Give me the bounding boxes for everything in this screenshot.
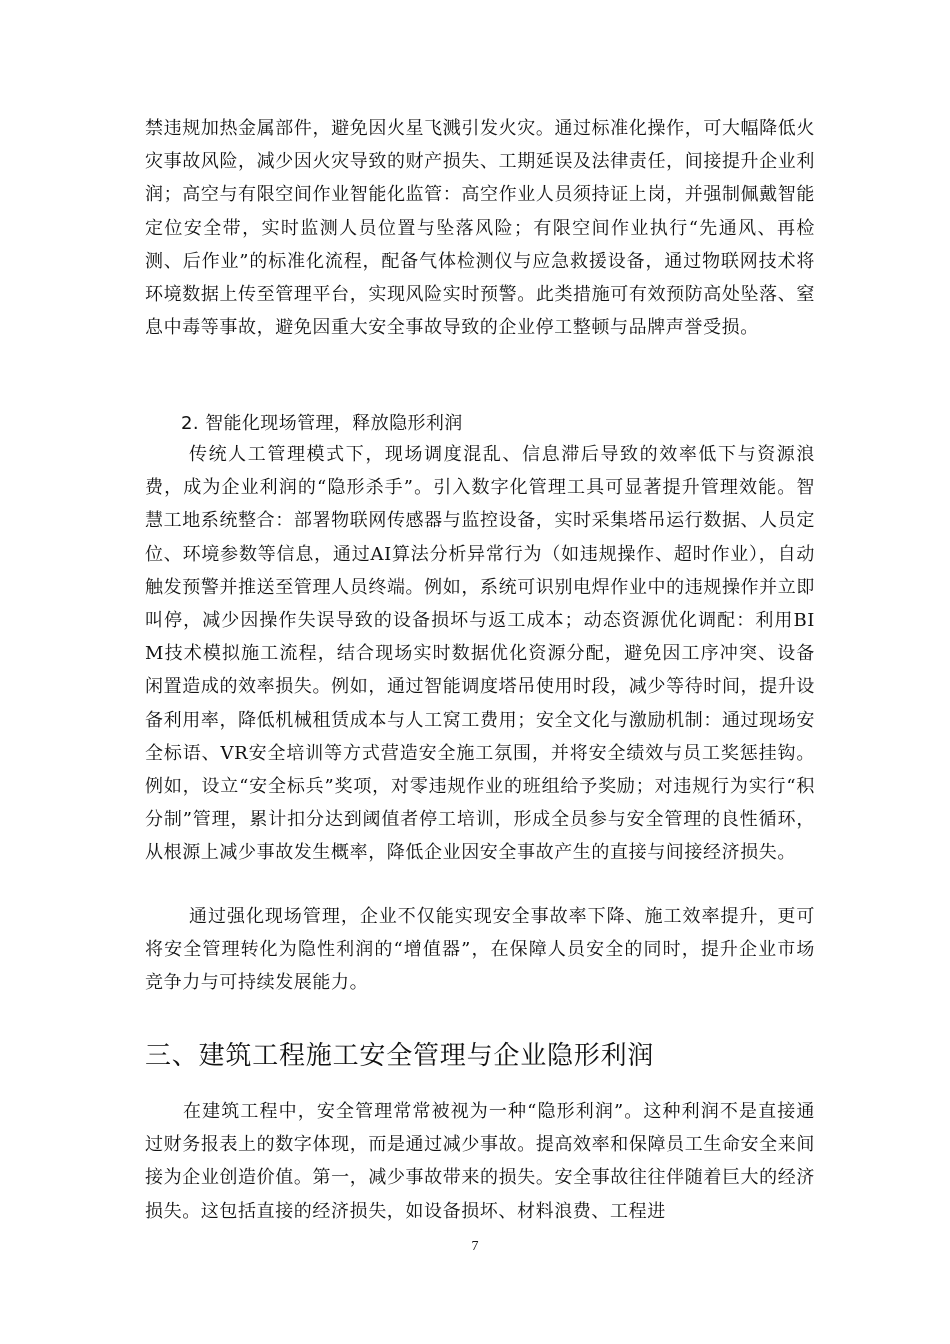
subheading: 2. 智能化现场管理，释放隐形利润	[181, 413, 463, 434]
body-paragraph: 传统人工管理模式下，现场调度混乱、信息滞后导致的效率低下与资源浪费，成为企业利润的“隐形杀手”。引入数字化管理工具可显著提升管理效能。智慧工地系统整合：部署物联网传感器与监控设备，实时采集塔吊运行数据、人员定位、环境参数等信息，通过AI算法分析异常行为（如违规操作、超时作业），自动触发预警并推送至管理人员终端。例如，系统可识别电焊作业中的违规操作并立即叫停，减少因操作失误导致的设备损坏与返工成本；动态资源优化调配：利用BIM技术模拟施工流程，结合现场实时数据优化资源分配，避免因工序冲突、设备闲置造成的效率损失。例如，通过智能调度塔吊使用时段，减少等待时间，提升设备利用率，降低机械租赁成本与人工窝工费用；安全文化与激励机制：通过现场安全标语、VR安全培训等方式营造安全施工氛围，并将安全绩效与员工奖惩挂钩。例如，设立“安全标兵”奖项，对零违规作业的班组给予奖励；对违规行为实行“积分制”管理，累计扣分达到阈值者停工培训，形成全员参与安全管理的良性循环，从根源上减少事故发生概率，降低企业因安全事故产生的直接与间接经济损失。	[145, 444, 815, 864]
body-paragraph: 通过强化现场管理，企业不仅能实现安全事故率下降、施工效率提升，更可将安全管理转化为隐性利润的“增值器”，在保障人员安全的同时，提升企业市场竞争力与可持续发展能力。	[145, 906, 815, 994]
body-paragraph: 在建筑工程中，安全管理常常被视为一种“隐形利润”。这种利润不是直接通过财务报表上的数字体现，而是通过减少事故。提高效率和保障员工生命安全来间接为企业创造价值。第一，减少事故带来的损失。安全事故往往伴随着巨大的经济损失。这包括直接的经济损失，如设备损坏、材料浪费、工程进	[145, 1101, 815, 1222]
page-number: 7	[471, 1239, 479, 1254]
section-title: 三、建筑工程施工安全管理与企业隐形利润	[145, 1041, 655, 1071]
body-paragraph: 禁违规加热金属部件，避免因火星飞溅引发火灾。通过标准化操作，可大幅降低火灾事故风险，减少因火灾导致的财产损失、工期延误及法律责任，间接提升企业利润；高空与有限空间作业智能化监管：高空作业人员须持证上岗，并强制佩戴智能定位安全带，实时监测人员位置与坠落风险；有限空间作业执行“先通风、再检测、后作业”的标准化流程，配备气体检测仪与应急救援设备，通过物联网技术将环境数据上传至管理平台，实现风险实时预警。此类措施可有效预防高处坠落、窒息中毒等事故，避免因重大安全事故导致的企业停工整顿与品牌声誉受损。	[145, 118, 815, 339]
